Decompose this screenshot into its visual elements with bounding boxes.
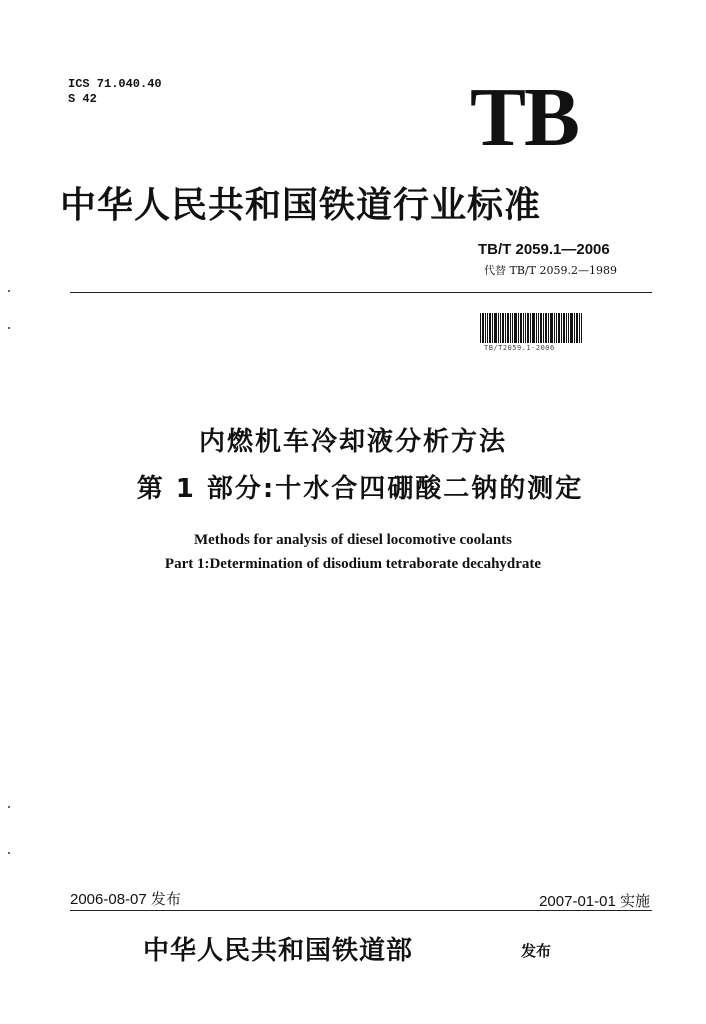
- scan-speck: [8, 290, 10, 292]
- ics-code: ICS 71.040.40: [68, 77, 162, 91]
- english-title-line2: Part 1:Determination of disodium tetraborate decahydrate: [164, 556, 542, 572]
- chinese-title-line2: 第 1 部分:十水合四硼酸二钠的测定: [136, 474, 584, 504]
- scan-speck: [8, 852, 10, 854]
- replaces-standard: 代替 TB/T 2059.2—1989: [484, 264, 617, 277]
- issuing-action: 发布: [521, 942, 552, 960]
- issuing-ministry: 中华人民共和国铁道部: [143, 936, 414, 966]
- chinese-title-line1: 内燃机车冷却液分析方法: [198, 427, 507, 457]
- header-divider: [70, 292, 652, 293]
- implementation-date: 2007-01-01 实施: [539, 893, 650, 910]
- footer-divider: [70, 910, 652, 911]
- barcode-label: TB/T2059.1-2006: [484, 344, 555, 352]
- publish-date: 2006-08-07 发布: [70, 891, 181, 908]
- scan-speck: [8, 327, 10, 329]
- barcode-icon: [480, 313, 582, 343]
- classification-codes: [68, 77, 162, 107]
- tb-logo: TB: [470, 71, 579, 164]
- english-title-line1: Methods for analysis of diesel locomotive coolants: [193, 532, 513, 548]
- standard-number: TB/T 2059.1—2006: [478, 241, 610, 258]
- scan-speck: [8, 806, 10, 808]
- category-code: S 42: [68, 92, 97, 106]
- organization-title: 中华人民共和国铁道行业标准: [60, 184, 542, 226]
